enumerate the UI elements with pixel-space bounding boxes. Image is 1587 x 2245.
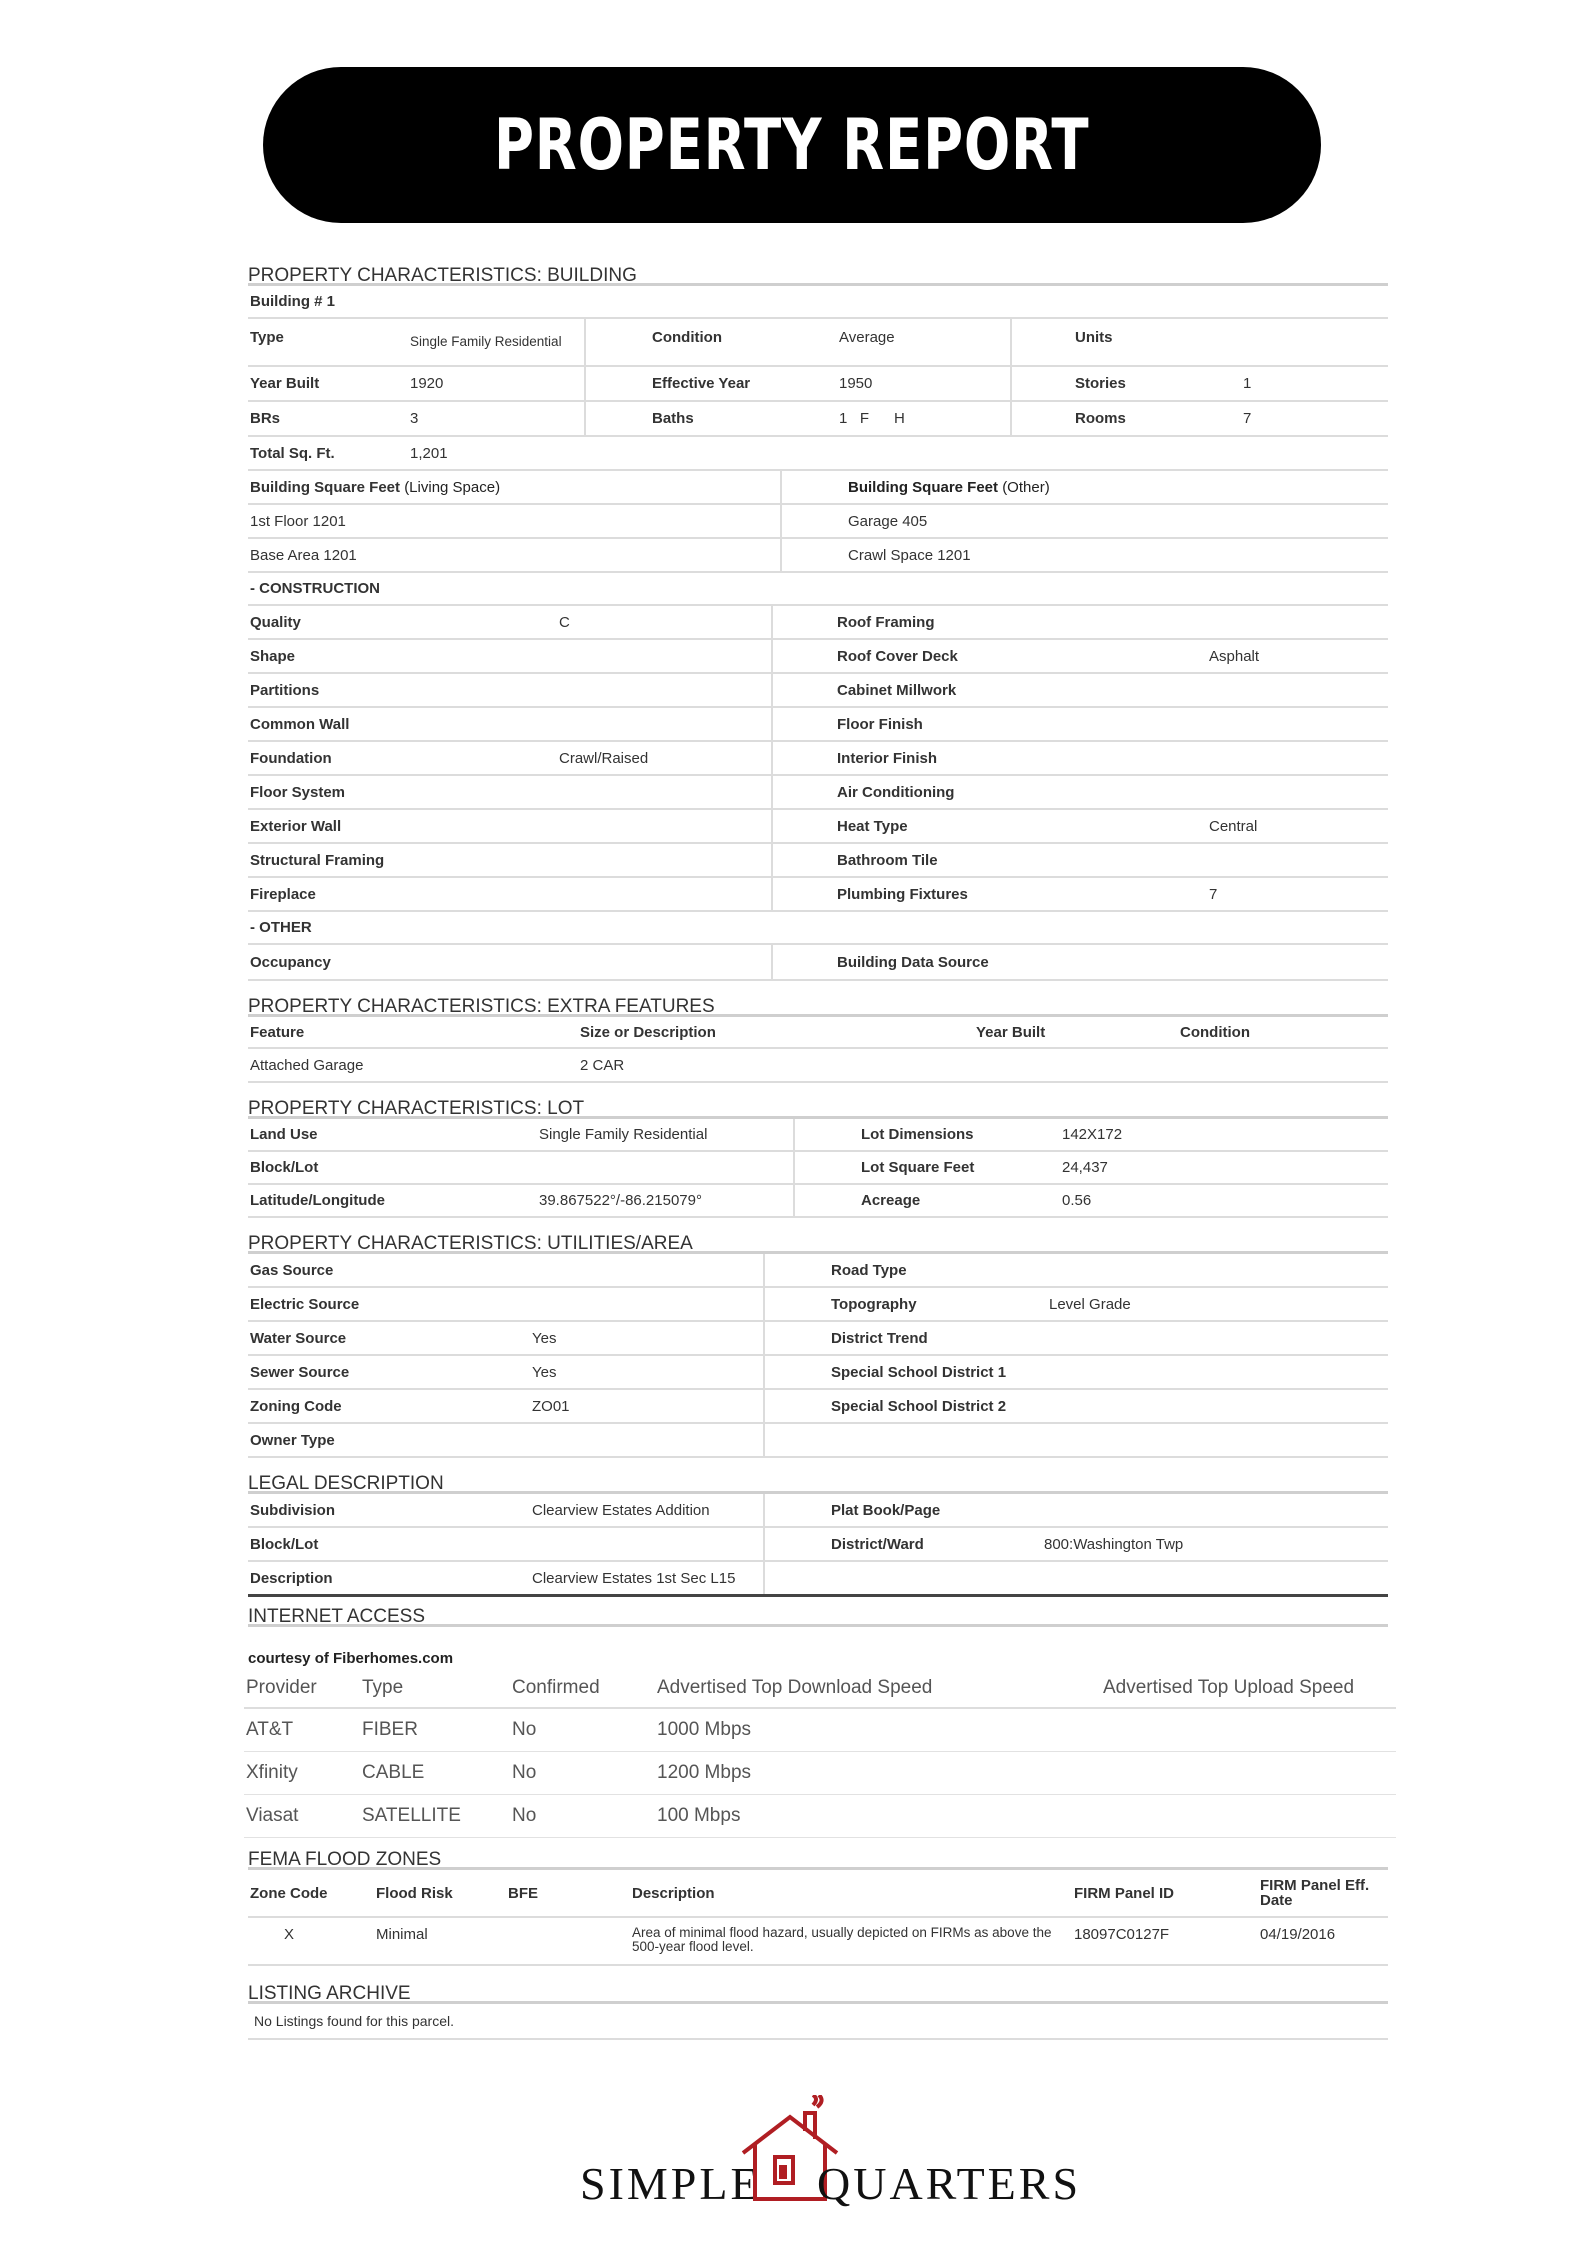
internet-courtesy: courtesy of Fiberhomes.com [248,1650,454,1667]
extra-feature: Attached Garage [250,1056,364,1074]
year-built-label: Year Built [250,375,320,392]
baths-value: 1 F H [839,410,905,427]
utilities-left-cell [248,1424,765,1456]
lot-row [248,1119,1388,1152]
construction-label: Partitions [250,681,320,699]
sqft-left-cell [248,505,782,537]
flood-row [248,1918,1388,1966]
construction-label: - CONSTRUCTION [250,580,380,597]
legal-row [248,1528,1388,1562]
utilities-label: Topography [831,1295,917,1313]
other-space-label: Building Square Feet [848,478,999,496]
sqft-left-value: 1st Floor 1201 [250,512,346,530]
internet-cell: Viasat [246,1805,299,1826]
internet-cell: AT&T [246,1719,294,1740]
utilities-left-cell [248,1322,765,1354]
type-value: Single Family Residential [410,335,562,349]
lot-label: Block/Lot [250,1159,319,1176]
units-label: Units [1075,329,1113,346]
construction-value: Central [1209,817,1258,835]
lot-label: Lot Square Feet [861,1159,975,1176]
utilities-label: Electric Source [250,1295,360,1313]
flood-header-bfe: BFE [508,1884,538,1902]
construction-left-cell [248,878,773,910]
legal-label: Subdivision [250,1501,336,1519]
internet-header-provider: Provider [246,1677,317,1698]
lot-label: Lot Dimensions [861,1126,974,1143]
section-title-flood: FEMA FLOOD ZONES [248,1846,1388,1870]
sqft-header-row [248,471,1388,505]
construction-value: C [559,613,570,631]
internet-row [244,1795,1396,1838]
construction-left-cell [248,606,773,638]
construction-label: Bathroom Tile [837,851,938,869]
utilities-row [248,1254,1388,1288]
lot-value: 39.867522°/-86.215079° [539,1192,702,1209]
construction-row [248,878,1388,912]
lot-left-cell [248,1119,795,1150]
flood-zone-code: X [284,1926,295,1943]
utilities-label: Water Source [250,1329,347,1347]
construction-label: Shape [250,647,296,665]
construction-value: Asphalt [1209,647,1260,665]
internet-header-confirmed: Confirmed [512,1677,600,1698]
legal-left-cell [248,1494,765,1526]
extra-row [248,1049,1388,1083]
construction-label: Interior Finish [837,749,938,767]
construction-left-cell [248,776,773,808]
lot-value: Single Family Residential [539,1126,708,1143]
flood-header-zone: Zone Code [250,1884,328,1902]
internet-row [244,1752,1396,1795]
construction-row [248,674,1388,708]
utilities-value: Level Grade [1049,1295,1131,1313]
extra-size: 2 CAR [580,1056,625,1074]
construction-row [248,844,1388,878]
stories-value: 1 [1243,375,1252,392]
building-row-type [248,319,1388,367]
construction-label: Heat Type [837,817,908,835]
year-built-value: 1920 [410,375,444,392]
construction-label: Floor System [250,783,346,801]
utilities-label: Special School District 2 [831,1397,1007,1415]
lot-rows [248,1119,1388,1218]
section-title-building: PROPERTY CHARACTERISTICS: BUILDING [248,262,1388,286]
lot-row [248,1152,1388,1185]
condition-label: Condition [652,329,722,346]
flood-header-panel-id: FIRM Panel ID [1074,1884,1175,1902]
construction-left-cell [248,708,773,740]
units-value [1241,329,1243,346]
section-title-legal: LEGAL DESCRIPTION [248,1470,1388,1494]
legal-value: 800:Washington Twp [1044,1535,1184,1553]
construction-header [248,573,1388,606]
construction-left-cell [248,810,773,842]
rooms-label: Rooms [1075,410,1126,427]
sqft-rows [248,505,1388,573]
legal-left-cell [248,1562,765,1594]
flood-panel-date: 04/19/2016 [1260,1926,1336,1943]
construction-label: Fireplace [250,885,316,903]
lot-label: Acreage [861,1192,921,1209]
utilities-row [248,1356,1388,1390]
internet-cell: Xfinity [246,1762,298,1783]
utilities-label: Gas Source [250,1261,334,1279]
internet-table [244,1669,1396,1838]
utilities-value: Yes [532,1329,557,1347]
section-title-utilities: PROPERTY CHARACTERISTICS: UTILITIES/AREA [248,1230,1388,1254]
utilities-row [248,1322,1388,1356]
building-number-row [248,286,1388,319]
extra-header-size: Size or Description [580,1023,716,1041]
construction-row [248,606,1388,640]
construction-label: Exterior Wall [250,817,342,835]
building-row-rooms [248,402,1388,437]
construction-label: Common Wall [250,715,350,733]
lot-value: 0.56 [1062,1192,1092,1209]
internet-header-upload: Advertised Top Upload Speed [1103,1677,1355,1698]
internet-courtesy-row [248,1627,1388,1669]
effective-year-value: 1950 [839,375,873,392]
lot-label: Land Use [250,1126,318,1143]
lot-left-cell [248,1185,795,1216]
total-sqft-label: Total Sq. Ft. [250,444,335,462]
building-row-total-sqft [248,437,1388,471]
extra-header-condition: Condition [1180,1023,1250,1041]
utilities-label: Special School District 1 [831,1363,1007,1381]
internet-header-download: Advertised Top Download Speed [657,1677,933,1698]
listing-row [248,2004,1388,2040]
extra-header-year-built: Year Built [976,1023,1046,1041]
baths-label: Baths [652,410,694,427]
section-title-listing: LISTING ARCHIVE [248,1980,1388,2004]
logo-text-quarters: QUARTERS [817,2158,1082,2209]
sqft-left-value: Base Area 1201 [250,546,357,564]
flood-header-row [248,1870,1388,1918]
other-section-label: - OTHER [250,919,312,936]
sqft-left-cell [248,539,782,571]
brs-value: 3 [410,410,419,427]
construction-label: Plumbing Fixtures [837,885,968,903]
utilities-label: Road Type [831,1261,907,1279]
legal-value: Clearview Estates Addition [532,1501,710,1519]
section-title-extra-features: PROPERTY CHARACTERISTICS: EXTRA FEATURES [248,993,1388,1017]
legal-row [248,1494,1388,1528]
internet-cell: 1200 Mbps [657,1762,752,1783]
section-title-internet: INTERNET ACCESS [248,1603,1388,1627]
brs-label: BRs [250,410,281,427]
building-number: Building # 1 [250,293,336,310]
utilities-label: Owner Type [250,1431,335,1449]
sqft-row [248,539,1388,573]
internet-row [244,1709,1396,1752]
internet-cell: FIBER [362,1719,418,1740]
internet-cell: 100 Mbps [657,1805,741,1826]
construction-label: Floor Finish [837,715,923,733]
legal-label: Description [250,1569,333,1587]
utilities-rows [248,1254,1388,1458]
utilities-label: Sewer Source [250,1363,350,1381]
flood-header-description: Description [632,1884,715,1902]
internet-cell: No [512,1762,537,1783]
internet-cell: No [512,1719,537,1740]
logo-text-simple: SIMPLE [580,2158,762,2209]
construction-row [248,742,1388,776]
legal-left-cell [248,1528,765,1560]
page-title: PROPERTY REPORT [494,104,1090,186]
flood-header-panel-date: FIRM Panel Eff. Date [1260,1878,1370,1908]
total-sqft-value: 1,201 [410,444,448,462]
utilities-left-cell [248,1356,765,1388]
lot-label: Latitude/Longitude [250,1192,385,1209]
legal-rows [248,1494,1388,1596]
sqft-right-value: Garage 405 [848,512,928,530]
construction-row [248,708,1388,742]
legal-value: Clearview Estates 1st Sec L15 [532,1569,736,1587]
lot-left-cell [248,1152,795,1183]
construction-left-cell [248,742,773,774]
construction-label: Roof Cover Deck [837,647,958,665]
living-space-note: (Living Space) [404,478,501,496]
extra-header-row [248,1017,1388,1049]
property-report [248,262,1388,2040]
internet-cell: No [512,1805,537,1826]
internet-cell: SATELLITE [362,1805,461,1826]
construction-left-cell [248,674,773,706]
construction-label: Roof Framing [837,613,935,631]
flood-description: Area of minimal flood hazard, usually depicted on FIRMs as above the 500-year flood level. [632,1926,1052,1954]
sqft-row [248,505,1388,539]
utilities-label: Zoning Code [250,1397,342,1415]
sqft-right-value: Crawl Space 1201 [848,546,971,564]
utilities-row [248,1390,1388,1424]
lot-value: 142X172 [1062,1126,1123,1143]
living-space-label: Building Square Feet [250,478,401,496]
construction-rows [248,606,1388,912]
construction-label: Quality [250,613,301,631]
construction-row [248,776,1388,810]
utilities-value: ZO01 [532,1397,570,1415]
construction-value: 7 [1209,885,1218,903]
building-row-year [248,367,1388,402]
flood-header-risk: Flood Risk [376,1884,453,1902]
legal-label: Plat Book/Page [831,1501,941,1519]
type-label: Type [250,329,284,346]
lot-row [248,1185,1388,1218]
construction-row [248,810,1388,844]
utilities-row [248,1288,1388,1322]
construction-value: Crawl/Raised [559,749,649,767]
utilities-row [248,1424,1388,1458]
section-title-lot: PROPERTY CHARACTERISTICS: LOT [248,1095,1388,1119]
construction-label: Structural Framing [250,851,385,869]
rooms-value: 7 [1243,410,1252,427]
stories-label: Stories [1075,375,1126,392]
construction-left-cell [248,844,773,876]
legal-label: District/Ward [831,1535,924,1553]
internet-header-type: Type [362,1677,404,1698]
flood-panel-id: 18097C0127F [1074,1926,1170,1943]
internet-header-row [244,1669,1396,1709]
simple-quarters-logo [580,2095,1082,2209]
title-banner [263,67,1321,223]
internet-cell: CABLE [362,1762,425,1783]
utilities-left-cell [248,1390,765,1422]
construction-left-cell [248,640,773,672]
occupancy-row [248,945,1388,981]
other-space-note: (Other) [1002,478,1050,496]
construction-label: Cabinet Millwork [837,681,957,699]
utilities-left-cell [248,1288,765,1320]
lot-value: 24,437 [1062,1159,1108,1176]
other-header [248,912,1388,945]
effective-year-label: Effective Year [652,375,751,392]
legal-label: Block/Lot [250,1535,319,1553]
flood-risk: Minimal [376,1926,428,1943]
utilities-label: District Trend [831,1329,928,1347]
building-data-source-label: Building Data Source [837,953,989,971]
listing-text: No Listings found for this parcel. [254,2013,454,2029]
condition-value: Average [839,329,895,346]
utilities-value: Yes [532,1363,557,1381]
extra-header-feature: Feature [250,1023,305,1041]
internet-cell: 1000 Mbps [657,1719,752,1740]
construction-row [248,640,1388,674]
utilities-left-cell [248,1254,765,1286]
legal-row [248,1562,1388,1596]
construction-label: Foundation [250,749,332,767]
occupancy-label: Occupancy [250,953,331,971]
construction-label: Air Conditioning [837,783,955,801]
